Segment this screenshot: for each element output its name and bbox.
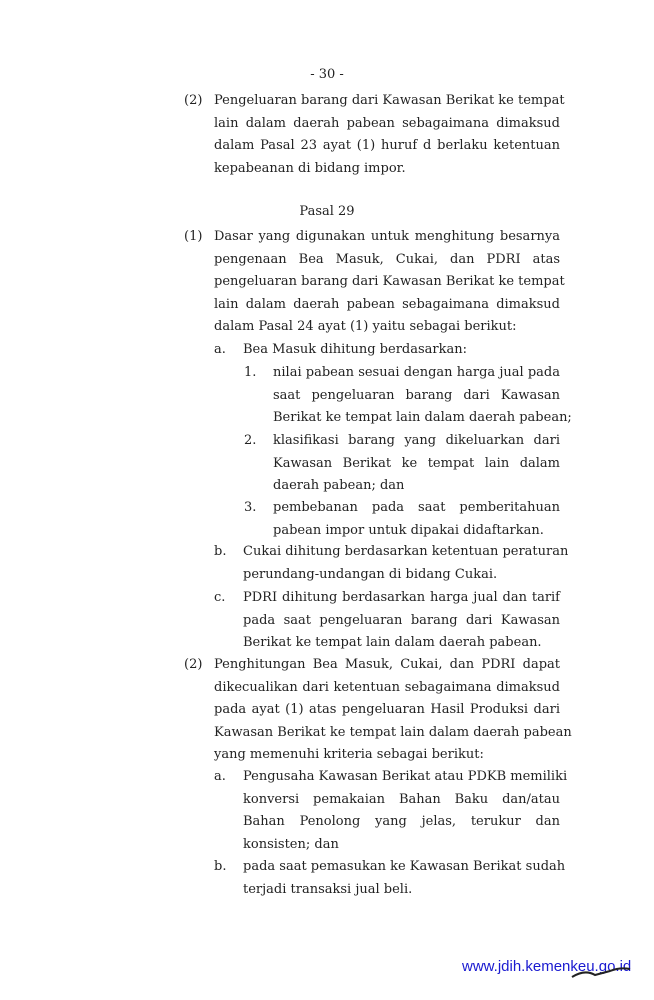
text-line: kepabeanan di bidang impor. — [214, 160, 406, 176]
text-line: perundang-undangan di bidang Cukai. — [243, 566, 498, 582]
item-label: b. — [214, 544, 227, 559]
text-line: pengeluaran barang dari Kawasan Berikat ke tempat — [214, 274, 565, 290]
text-line: PDRI dihitung berdasarkan harga jual dan tarif — [243, 590, 560, 605]
text-line: Berikat ke tempat lain dalam daerah pabean. — [243, 635, 542, 651]
page-number: - 30 - — [310, 67, 344, 82]
paragraph-text — [243, 541, 569, 586]
text-line: pabean impor untuk dipakai didaftarkan. — [273, 522, 544, 538]
text-line: pada ayat (1) atas pengeluaran Hasil Produksi dari — [214, 702, 560, 718]
text-line: lain dalam daerah pabean sebagaimana dimaksud — [214, 115, 560, 131]
text-line: pengenaan Bea Masuk, Cukai, dan PDRI atas — [214, 251, 560, 267]
text-line: Cukai dihitung berdasarkan ketentuan peraturan — [243, 544, 569, 559]
article-title: Pasal 29 — [299, 204, 355, 219]
item-label: 2. — [244, 433, 257, 448]
text-line: pembebanan pada saat pemberitahuan — [273, 500, 560, 515]
text-line: yang memenuhi kriteria sebagai berikut: — [214, 747, 484, 763]
item-label: (2) — [184, 93, 203, 108]
text-line: Bahan Penolong yang jelas, terukur dan — [243, 814, 560, 830]
text-line: Dasar yang digunakan untuk menghitung besarnya — [214, 229, 560, 244]
text-line: Pengeluaran barang dari Kawasan Berikat ke tempat — [214, 93, 565, 108]
text-line: Penghitungan Bea Masuk, Cukai, dan PDRI dapat — [214, 657, 560, 672]
text-line: pada saat pengeluaran barang dari Kawasan — [243, 612, 560, 628]
paragraph-text — [273, 430, 560, 498]
item-label: 3. — [244, 500, 257, 515]
text-line: Kawasan Berikat ke tempat lain dalam — [273, 455, 560, 471]
text-line: konsisten; dan — [243, 836, 339, 852]
item-label: (1) — [184, 229, 203, 244]
paragraph-text — [273, 497, 560, 542]
text-line: Berikat ke tempat lain dalam daerah pabean; — [273, 410, 572, 426]
item-label: (2) — [184, 657, 203, 672]
text-line: daerah pabean; dan — [273, 478, 405, 494]
text-line: terjadi transaksi jual beli. — [243, 881, 413, 897]
text-line: nilai pabean sesuai dengan harga jual pada — [273, 365, 560, 380]
item-label: 1. — [244, 365, 257, 380]
text-line: klasifikasi barang yang dikeluarkan dari — [273, 433, 560, 448]
text-line: dikecualikan dari ketentuan sebagaimana dimaksud — [214, 679, 560, 695]
text-line: lain dalam daerah pabean sebagaimana dimaksud — [214, 296, 560, 312]
text-line: Pengusaha Kawasan Berikat atau PDKB memiliki — [243, 769, 568, 784]
item-label: a. — [214, 769, 226, 784]
paragraph-text — [214, 654, 572, 767]
text-line: dalam Pasal 24 ayat (1) yaitu sebagai berikut: — [214, 319, 517, 335]
paragraph-text — [214, 90, 565, 180]
paragraph-text — [243, 587, 560, 655]
item-label: b. — [214, 859, 227, 874]
paragraph-text — [243, 766, 568, 856]
text-line: pada saat pemasukan ke Kawasan Berikat sudah — [243, 859, 566, 874]
watermark-link[interactable]: www.jdih.kemenkeu.go.id — [462, 958, 632, 975]
paragraph-text — [273, 362, 572, 430]
text-line: saat pengeluaran barang dari Kawasan — [273, 387, 560, 403]
item-label: c. — [214, 590, 226, 605]
paragraph-text — [243, 856, 566, 901]
signature-mark-icon — [570, 963, 640, 983]
paragraph-text — [214, 226, 565, 339]
text-line: dalam Pasal 23 ayat (1) huruf d berlaku ketentuan — [214, 138, 560, 154]
paragraph-text — [243, 339, 560, 362]
text-line: Bea Masuk dihitung berdasarkan: — [243, 342, 467, 357]
item-label: a. — [214, 342, 226, 357]
text-line: Kawasan Berikat ke tempat lain dalam daerah pabean — [214, 724, 572, 740]
text-line: konversi pemakaian Bahan Baku dan/atau — [243, 791, 560, 807]
